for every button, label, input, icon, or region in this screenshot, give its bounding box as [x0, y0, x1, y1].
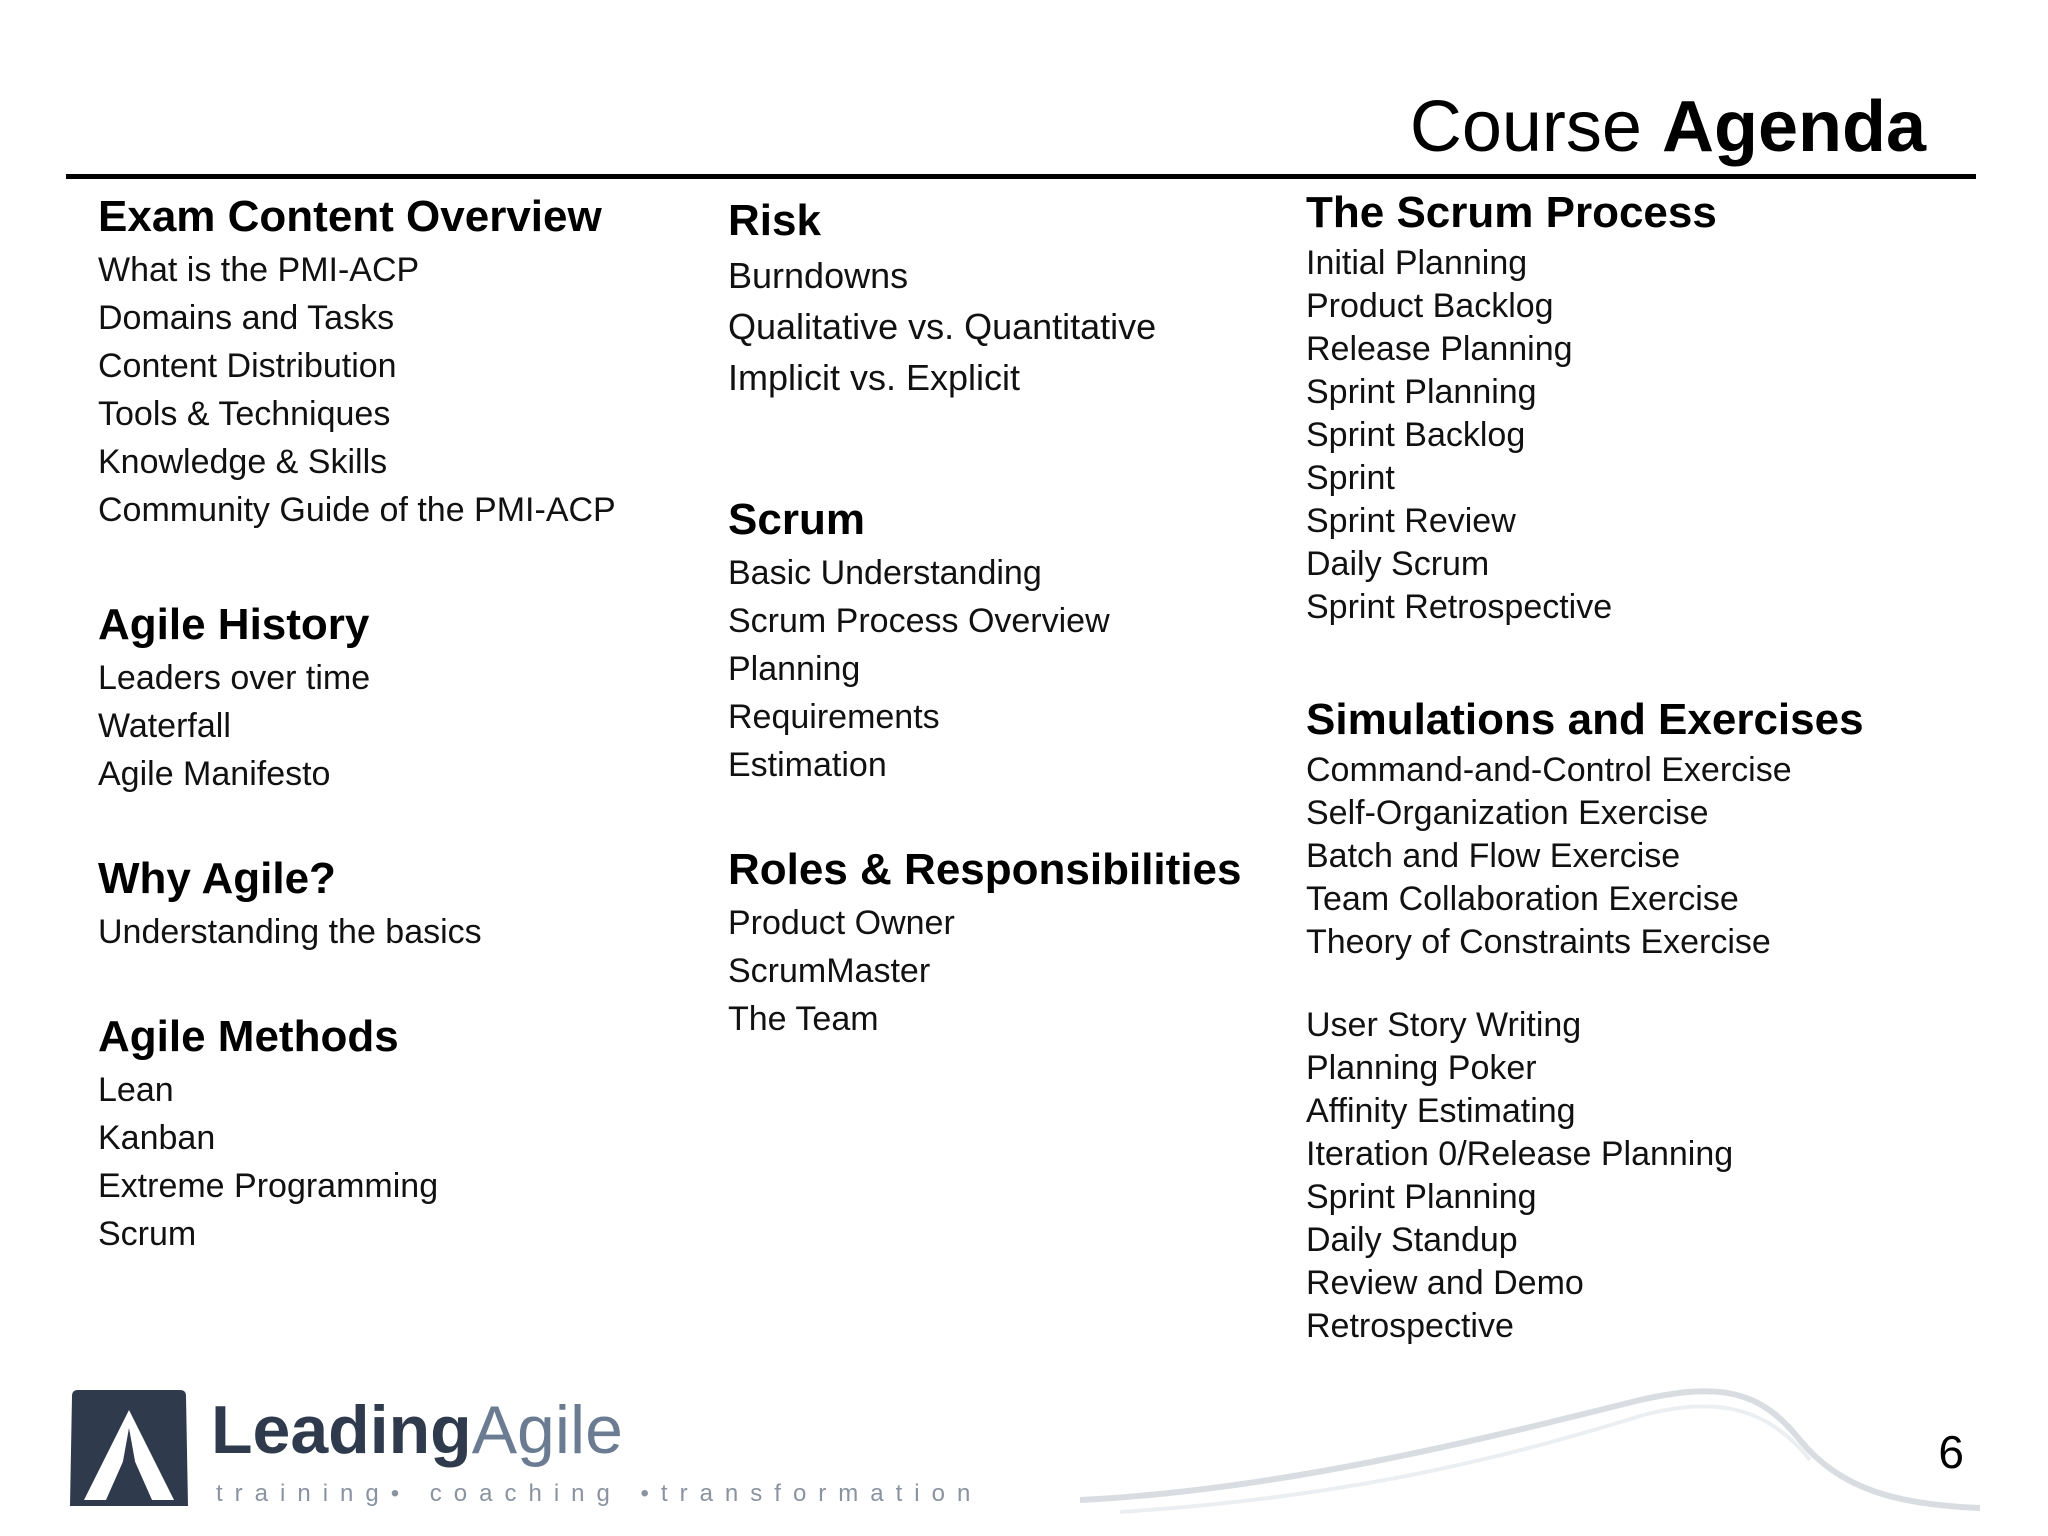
- agenda-item: Tools & Techniques: [98, 395, 391, 433]
- agenda-item: Sprint Review: [1306, 502, 1516, 540]
- agenda-item: Waterfall: [98, 707, 231, 745]
- agenda-item: Affinity Estimating: [1306, 1092, 1576, 1130]
- agenda-item: Lean: [98, 1071, 174, 1109]
- section-simulations-exercises: [1306, 691, 1864, 1348]
- agenda-item: Content Distribution: [98, 347, 397, 385]
- agenda-item: Iteration 0/Release Planning: [1306, 1135, 1734, 1173]
- agenda-item: Product Owner: [728, 904, 955, 942]
- agenda-item: ScrumMaster: [728, 952, 931, 990]
- section-title: The Scrum Process: [1306, 188, 1717, 237]
- agenda-item: Agile Manifesto: [98, 755, 331, 793]
- section-scrum-process: [1306, 184, 1864, 629]
- agenda-item: Release Planning: [1306, 330, 1573, 368]
- section-exam-content-overview: [98, 188, 616, 534]
- agenda-item: The Team: [728, 1000, 879, 1038]
- agenda-item: Extreme Programming: [98, 1167, 439, 1205]
- title-bold: Agenda: [1661, 87, 1926, 167]
- section-why-agile: [98, 850, 616, 956]
- agenda-item: Self-Organization Exercise: [1306, 794, 1709, 832]
- agenda-item: Scrum Process Overview: [728, 602, 1110, 640]
- agenda-item: Sprint Planning: [1306, 1178, 1537, 1216]
- section-risk: [728, 192, 1241, 403]
- agenda-item: Team Collaboration Exercise: [1306, 880, 1739, 918]
- agenda-item: Sprint Planning: [1306, 373, 1537, 411]
- agenda-item: Knowledge & Skills: [98, 443, 388, 481]
- agenda-item: Product Backlog: [1306, 287, 1554, 325]
- slide-title: [1410, 82, 1926, 172]
- section-scrum: [728, 491, 1241, 789]
- agenda-item: Batch and Flow Exercise: [1306, 837, 1681, 875]
- agenda-item: Planning Poker: [1306, 1049, 1537, 1087]
- agenda-item: Leaders over time: [98, 659, 371, 697]
- agenda-item: Retrospective: [1306, 1307, 1514, 1345]
- section-agile-history: [98, 596, 616, 798]
- section-title: Simulations and Exercises: [1306, 695, 1864, 744]
- agenda-column-1: [98, 188, 616, 1258]
- agenda-item: Requirements: [728, 698, 940, 736]
- agenda-item: Implicit vs. Explicit: [728, 357, 1021, 398]
- agenda-item: Understanding the basics: [98, 913, 482, 951]
- agenda-item: Basic Understanding: [728, 554, 1042, 592]
- section-agile-methods: [98, 1008, 616, 1258]
- logo-word-agile: Agile: [471, 1392, 623, 1468]
- logo-tagline: training• coaching •transformation: [216, 1480, 983, 1507]
- agenda-item: Estimation: [728, 746, 887, 784]
- leadingagile-logo-mark-icon: [66, 1388, 192, 1512]
- swoosh-decoration-icon: [1080, 1380, 1980, 1520]
- section-title: Roles & Responsibilities: [728, 845, 1242, 894]
- agenda-item: Review and Demo: [1306, 1264, 1584, 1302]
- agenda-item: Sprint: [1306, 459, 1395, 497]
- agenda-item: Sprint Retrospective: [1306, 588, 1613, 626]
- section-title: Risk: [728, 196, 821, 245]
- title-rule: [66, 174, 1976, 179]
- agenda-item: Scrum: [98, 1215, 197, 1253]
- agenda-item: Domains and Tasks: [98, 299, 395, 337]
- page-number: 6: [1938, 1426, 1964, 1478]
- agenda-item: What is the PMI-ACP: [98, 251, 420, 289]
- agenda-item: Command-and-Control Exercise: [1306, 751, 1792, 789]
- leadingagile-logo: [66, 1388, 983, 1518]
- section-title: Agile History: [98, 600, 370, 649]
- section-title: Exam Content Overview: [98, 192, 602, 241]
- agenda-item: Community Guide of the PMI-ACP: [98, 491, 616, 529]
- logo-wordmark: [211, 1390, 623, 1470]
- agenda-item: Qualitative vs. Quantitative: [728, 306, 1157, 347]
- section-title: Agile Methods: [98, 1012, 399, 1061]
- agenda-item: Daily Scrum: [1306, 545, 1490, 583]
- title-light: Course: [1409, 87, 1642, 167]
- agenda-item: User Story Writing: [1306, 1006, 1582, 1044]
- agenda-item: Initial Planning: [1306, 244, 1528, 282]
- agenda-item: Burndowns: [728, 255, 909, 296]
- section-title: Why Agile?: [98, 854, 336, 903]
- section-roles-responsibilities: [728, 841, 1241, 1043]
- section-title: Scrum: [728, 495, 865, 544]
- agenda-column-2: [728, 192, 1241, 1043]
- logo-word-leading: Leading: [211, 1392, 472, 1468]
- agenda-item: Planning: [728, 650, 861, 688]
- agenda-item: Sprint Backlog: [1306, 416, 1526, 454]
- agenda-item: Theory of Constraints Exercise: [1306, 923, 1771, 961]
- agenda-item: Daily Standup: [1306, 1221, 1518, 1259]
- agenda-item: Kanban: [98, 1119, 216, 1157]
- agenda-column-3: [1306, 184, 1864, 1348]
